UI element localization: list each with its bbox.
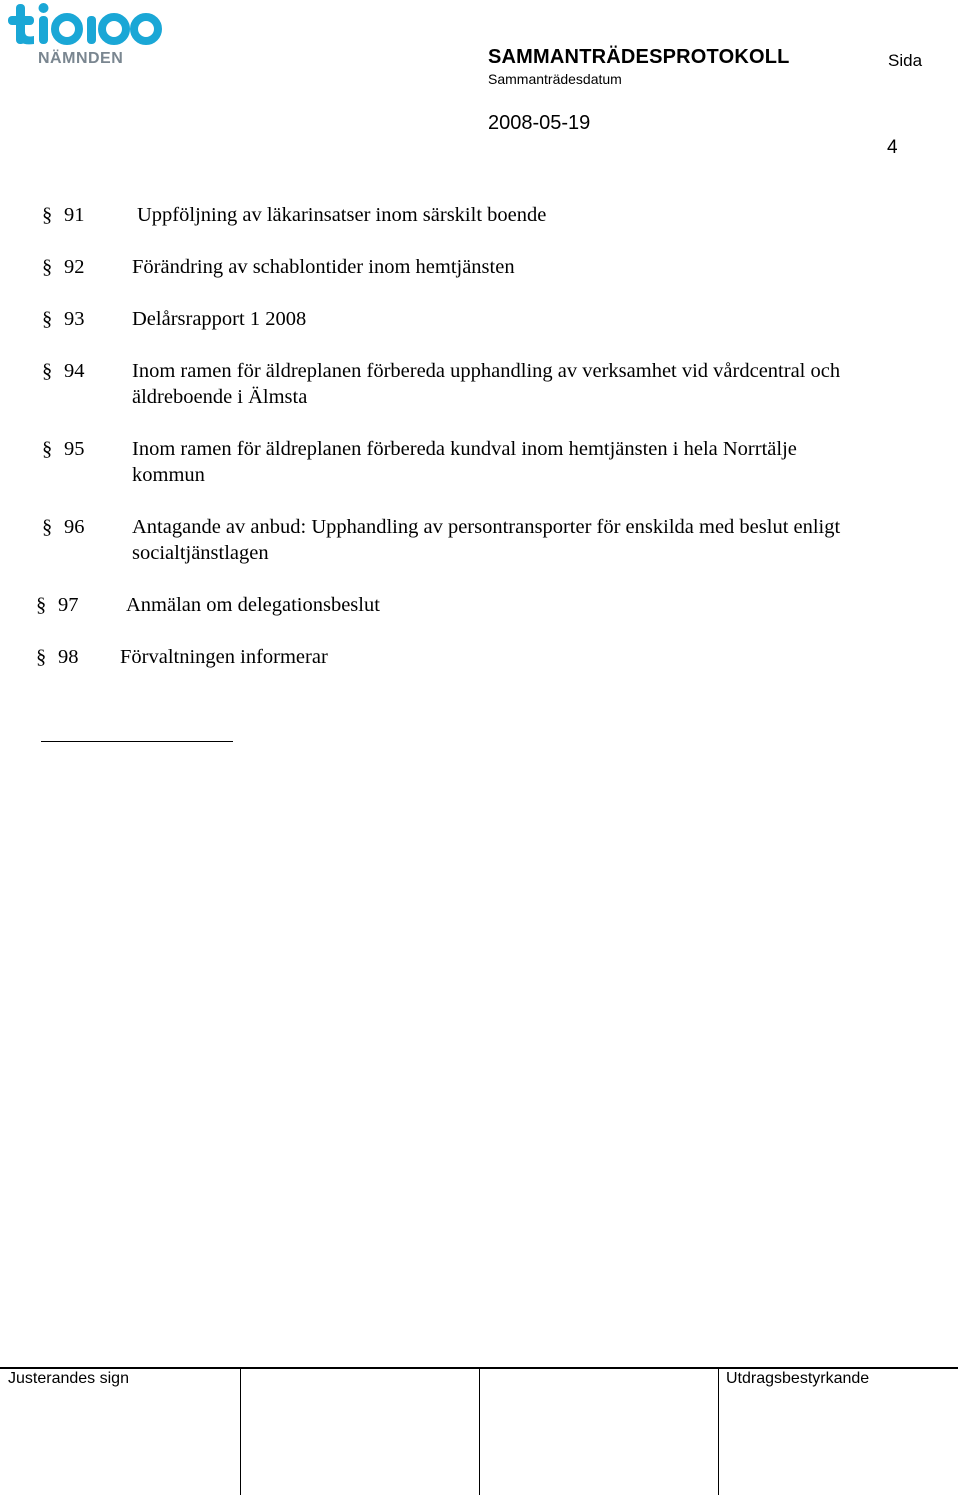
logo-subtitle: NÄMNDEN — [38, 50, 124, 67]
section-symbol: § — [42, 308, 53, 330]
meeting-date: 2008-05-19 — [488, 112, 591, 134]
agenda-item-text: Inom ramen för äldreplanen förbereda upphandling av verksamhet vid vårdcentral och — [132, 360, 841, 382]
agenda-item-number: 93 — [64, 308, 85, 330]
agenda-item-number: 97 — [58, 594, 79, 616]
agenda-item-text-continued: kommun — [132, 464, 205, 486]
agenda-item-number: 95 — [64, 438, 85, 460]
agenda-item-text-continued: socialtjänstlagen — [132, 542, 269, 564]
agenda-item-number: 94 — [64, 360, 85, 382]
justerandes-sign-label: Justerandes sign — [8, 1370, 129, 1387]
meeting-date-label: Sammanträdesdatum — [488, 71, 622, 87]
section-symbol: § — [36, 594, 47, 616]
agenda-item-number: 91 — [64, 204, 85, 226]
agenda-item-text: Anmälan om delegationsbeslut — [126, 594, 380, 616]
agenda-item-text-continued: äldreboende i Älmsta — [132, 386, 308, 408]
section-symbol: § — [42, 204, 53, 226]
footer-divider — [479, 1367, 480, 1495]
section-symbol: § — [42, 438, 53, 460]
section-symbol: § — [36, 646, 47, 668]
utdragsbestyrkande-label: Utdragsbestyrkande — [726, 1370, 870, 1387]
agenda-item-number: 96 — [64, 516, 85, 538]
agenda-item-text: Förvaltningen informerar — [120, 646, 328, 668]
footer-divider — [240, 1367, 241, 1495]
page-label: Sida — [888, 51, 923, 70]
end-of-list-rule — [41, 741, 233, 742]
agenda-item-text: Delårsrapport 1 2008 — [132, 308, 307, 330]
section-symbol: § — [42, 360, 53, 382]
section-symbol: § — [42, 256, 53, 278]
organization-logo — [8, 2, 166, 68]
agenda-item-number: 98 — [58, 646, 79, 668]
footer-divider — [718, 1367, 719, 1495]
page-number: 4 — [887, 137, 898, 158]
agenda-item-text: Uppföljning av läkarinsatser inom särskilt boende — [137, 204, 547, 226]
tio100-logo-graphic — [8, 2, 166, 52]
agenda-item-text: Inom ramen för äldreplanen förbereda kundval inom hemtjänsten i hela Norrtälje — [132, 438, 797, 460]
agenda-item-text: Förändring av schablontider inom hemtjänsten — [132, 256, 515, 278]
document-title: SAMMANTRÄDESPROTOKOLL — [488, 46, 790, 68]
section-symbol: § — [42, 516, 53, 538]
agenda-item-text: Antagande av anbud: Upphandling av persontransporter för enskilda med beslut enligt — [132, 516, 841, 538]
agenda-item-number: 92 — [64, 256, 85, 278]
